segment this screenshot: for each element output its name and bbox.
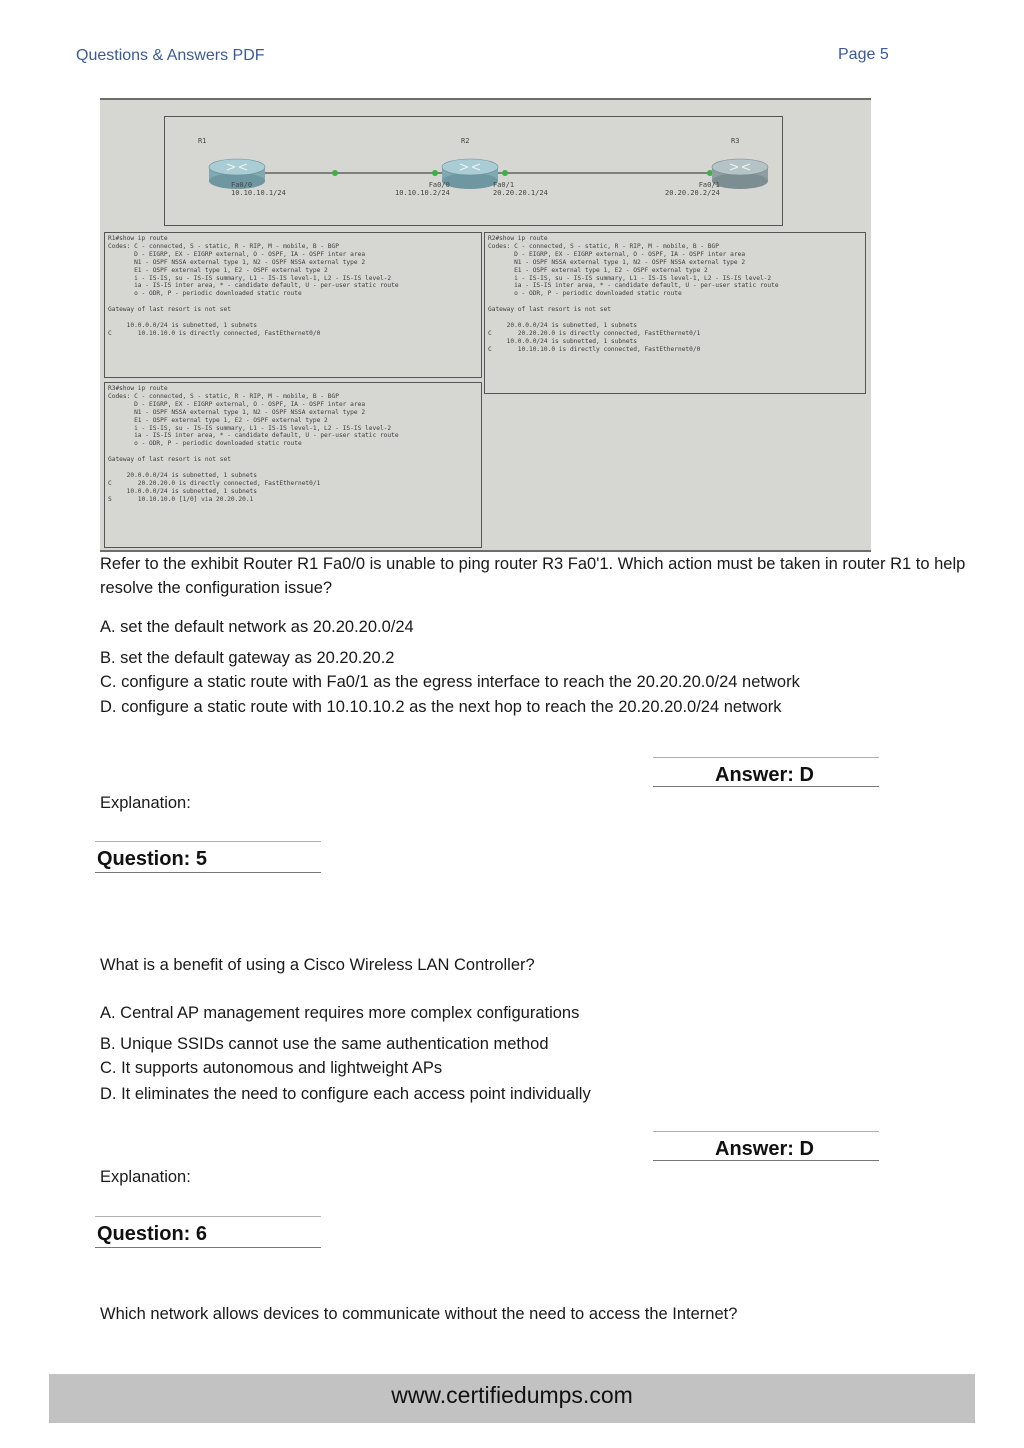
cli-line: i - IS-IS, su - IS-IS summary, L1 - IS-IS level-1, L2 - IS-IS level-2 bbox=[108, 274, 392, 282]
cli-line: E1 - OSPF external type 1, E2 - OSPF external type 2 bbox=[108, 416, 328, 424]
cli-line: ia - IS-IS inter area, * - candidate default, U - per-user static route bbox=[488, 282, 779, 290]
answer-option: A. set the default network as 20.20.20.0/24 bbox=[100, 618, 414, 636]
cli-line: ia - IS-IS inter area, * - candidate default, U - per-user static route bbox=[108, 282, 399, 290]
answer-option: B. Unique SSIDs cannot use the same authentication method bbox=[100, 1035, 549, 1053]
explanation-label: Explanation: bbox=[100, 1168, 191, 1186]
cli-line: Gateway of last resort is not set bbox=[108, 306, 231, 314]
answer-option: C. It supports autonomous and lightweight APs bbox=[100, 1059, 443, 1077]
answer-box bbox=[653, 757, 879, 787]
cli-line: 10.0.0.0/24 is subnetted, 1 subnets bbox=[488, 337, 638, 345]
question-heading: Question: 5 bbox=[95, 841, 321, 873]
footer-bar bbox=[49, 1374, 975, 1423]
cli-line: R2#show ip route bbox=[488, 235, 548, 242]
cli-line: N1 - OSPF NSSA external type 1, N2 - OSPF NSSA external type 2 bbox=[108, 408, 366, 416]
router-icon bbox=[712, 159, 768, 189]
document-title: Questions & Answers PDF bbox=[76, 47, 265, 64]
page-number: Page 5 bbox=[838, 46, 889, 63]
cli-line: R1#show ip route bbox=[108, 235, 168, 242]
cli-line: N1 - OSPF NSSA external type 1, N2 - OSPF NSSA external type 2 bbox=[108, 258, 366, 266]
topology-diagram bbox=[164, 116, 783, 226]
cli-line: o - ODR, P - periodic downloaded static route bbox=[488, 290, 682, 298]
interface-label: Fa0/0 10.10.10.2/24 bbox=[395, 181, 450, 197]
cli-line: D - EIGRP, EX - EIGRP external, O - OSPF, IA - OSPF inter area bbox=[108, 400, 366, 408]
router-label-r3: R3 bbox=[731, 137, 740, 145]
cli-line: 10.0.0.0/24 is subnetted, 1 subnets bbox=[108, 487, 258, 495]
router-label-r1: R1 bbox=[198, 137, 207, 145]
answer-option: D. It eliminates the need to configure each access point individually bbox=[100, 1085, 591, 1103]
answer-box bbox=[653, 1131, 879, 1161]
cli-line: o - ODR, P - periodic downloaded static route bbox=[108, 440, 302, 448]
router-icon bbox=[442, 159, 498, 189]
cli-line bbox=[108, 298, 478, 306]
cli-line: E1 - OSPF external type 1, E2 - OSPF external type 2 bbox=[108, 266, 328, 274]
cli-line: R3#show ip route bbox=[108, 385, 168, 392]
cli-line: Gateway of last resort is not set bbox=[488, 306, 611, 314]
cli-line bbox=[108, 464, 478, 472]
answer-label: Answer: D bbox=[715, 1138, 814, 1160]
cli-line bbox=[108, 448, 478, 456]
cli-line: N1 - OSPF NSSA external type 1, N2 - OSPF NSSA external type 2 bbox=[488, 258, 746, 266]
r3-route-output bbox=[104, 382, 482, 548]
cli-line: C 20.20.20.0 is directly connected, FastEthernet0/1 bbox=[488, 329, 701, 337]
answer-label: Answer: D bbox=[715, 764, 814, 786]
topology-links bbox=[165, 117, 782, 225]
question-text: Refer to the exhibit Router R1 Fa0/0 is unable to ping router R3 Fa0'1. Which action must be taken in router R1 to help resolve the configuration issue? bbox=[100, 555, 966, 597]
cli-line: o - ODR, P - periodic downloaded static route bbox=[108, 290, 302, 298]
answer-option: A. Central AP management requires more complex configurations bbox=[100, 1004, 580, 1022]
cli-line: Gateway of last resort is not set bbox=[108, 456, 231, 464]
question-text: What is a benefit of using a Cisco Wireless LAN Controller? bbox=[100, 956, 535, 974]
interface-label: Fa0/1 20.20.20.2/24 bbox=[665, 181, 720, 197]
cli-line: i - IS-IS, su - IS-IS summary, L1 - IS-IS level-1, L2 - IS-IS level-2 bbox=[488, 274, 772, 282]
cli-line: Codes: C - connected, S - static, R - RIP, M - mobile, B - BGP bbox=[488, 242, 719, 250]
cli-line: ia - IS-IS inter area, * - candidate default, U - per-user static route bbox=[108, 432, 399, 440]
interface-label: Fa0/1 20.20.20.1/24 bbox=[493, 181, 548, 197]
cli-line: C 10.10.10.0 is directly connected, FastEthernet0/0 bbox=[108, 329, 321, 337]
explanation-label: Explanation: bbox=[100, 794, 191, 812]
question-text: Which network allows devices to communicate without the need to access the Internet? bbox=[100, 1305, 738, 1323]
cli-line bbox=[488, 314, 862, 322]
cli-line: Codes: C - connected, S - static, R - RIP, M - mobile, B - BGP bbox=[108, 242, 339, 250]
cli-line: E1 - OSPF external type 1, E2 - OSPF external type 2 bbox=[488, 266, 708, 274]
question-heading: Question: 6 bbox=[95, 1216, 321, 1248]
r2-route-output bbox=[484, 232, 866, 394]
answer-option: D. configure a static route with 10.10.10.2 as the next hop to reach the 20.20.20.0/24 network bbox=[100, 698, 782, 716]
network-exhibit bbox=[100, 98, 871, 552]
cli-line: C 20.20.20.0 is directly connected, FastEthernet0/1 bbox=[108, 479, 321, 487]
interface-label: Fa0/0 10.10.10.1/24 bbox=[231, 181, 286, 197]
cli-line: 10.0.0.0/24 is subnetted, 1 subnets bbox=[108, 321, 258, 329]
r1-route-output bbox=[104, 232, 482, 378]
footer-url[interactable]: www.certifiedumps.com bbox=[391, 1382, 633, 1408]
answer-option: C. configure a static route with Fa0/1 as the egress interface to reach the 20.20.20.0/24 network bbox=[100, 673, 800, 691]
cli-line bbox=[108, 314, 478, 322]
cli-line: C 10.10.10.0 is directly connected, FastEthernet0/0 bbox=[488, 345, 701, 353]
cli-line: 20.0.0.0/24 is subnetted, 1 subnets bbox=[488, 321, 638, 329]
cli-line bbox=[488, 298, 862, 306]
cli-line: 20.0.0.0/24 is subnetted, 1 subnets bbox=[108, 471, 258, 479]
router-label-r2: R2 bbox=[461, 137, 470, 145]
cli-line: D - EIGRP, EX - EIGRP external, O - OSPF, IA - OSPF inter area bbox=[488, 250, 746, 258]
answer-option: B. set the default gateway as 20.20.20.2 bbox=[100, 649, 395, 667]
cli-line: Codes: C - connected, S - static, R - RIP, M - mobile, B - BGP bbox=[108, 392, 339, 400]
cli-line: i - IS-IS, su - IS-IS summary, L1 - IS-IS level-1, L2 - IS-IS level-2 bbox=[108, 424, 392, 432]
cli-line: D - EIGRP, EX - EIGRP external, O - OSPF, IA - OSPF inter area bbox=[108, 250, 366, 258]
cli-line: S 10.10.10.0 [1/0] via 20.20.20.1 bbox=[108, 495, 254, 503]
